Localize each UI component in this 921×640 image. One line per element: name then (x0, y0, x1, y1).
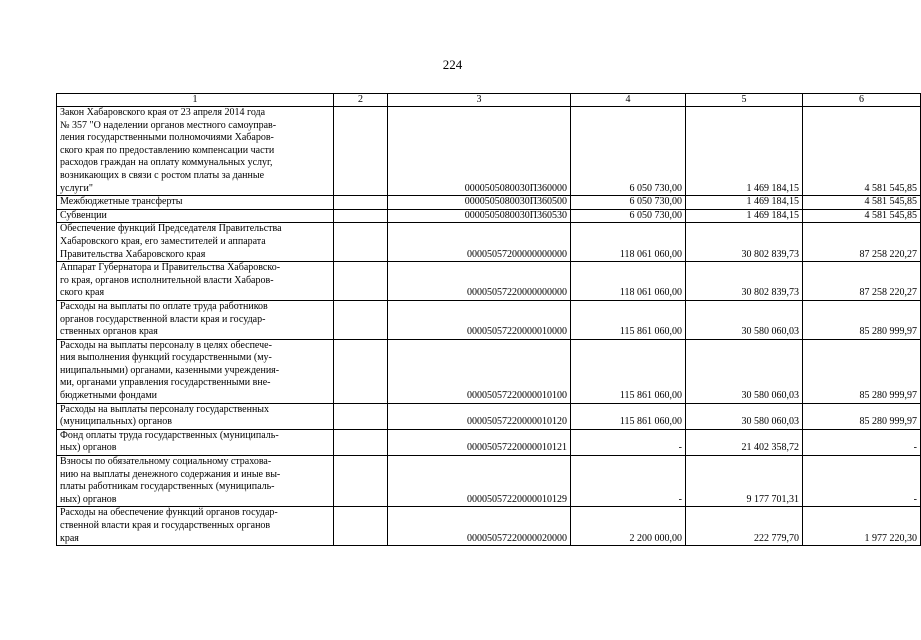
row-column-2 (334, 262, 388, 301)
budget-table (56, 93, 921, 546)
row-column-2 (334, 209, 388, 223)
row-value-5: 30 802 839,73 (686, 262, 803, 301)
row-value-4: 118 061 060,00 (571, 223, 686, 262)
row-value-6: 85 280 999,97 (803, 339, 921, 403)
row-value-4: 6 050 730,00 (571, 107, 686, 196)
row-value-5: 1 469 184,15 (686, 107, 803, 196)
row-column-2 (334, 223, 388, 262)
row-description-text: Расходы на выплаты персоналу в целях обеспече- ния выполнения функций государственными (му- ниципальными) органами, казенными учреждения- ми, органами управления государственными вне- бюджетными фондами (60, 339, 280, 402)
row-code: 00005057220000020000 (388, 507, 571, 546)
row-value-4: 115 861 060,00 (571, 339, 686, 403)
column-header-row (57, 94, 921, 107)
row-value-6: 4 581 545,85 (803, 209, 921, 223)
column-header: 3 (388, 94, 571, 107)
table-row (57, 300, 921, 339)
row-value-5: 1 469 184,15 (686, 196, 803, 210)
row-description (57, 456, 334, 507)
row-description-text: Аппарат Губернатора и Правительства Хабаровско- го края, органов исполнительной власти Хабаров- ского края (60, 262, 281, 299)
row-value-4: 118 061 060,00 (571, 262, 686, 301)
row-description (57, 300, 334, 339)
row-column-2 (334, 107, 388, 196)
table-row (57, 403, 921, 429)
column-header: 6 (803, 94, 921, 107)
row-value-5: 30 580 060,03 (686, 339, 803, 403)
row-code: 00005057220000010121 (388, 429, 571, 455)
row-value-5: 9 177 701,31 (686, 456, 803, 507)
row-description-text: Межбюджетные трансферты (60, 196, 183, 208)
row-value-5: 30 580 060,03 (686, 403, 803, 429)
column-header: 4 (571, 94, 686, 107)
row-value-5: 222 779,70 (686, 507, 803, 546)
table-row (57, 262, 921, 301)
row-value-5: 30 802 839,73 (686, 223, 803, 262)
row-value-4: 6 050 730,00 (571, 196, 686, 210)
row-value-6: - (803, 429, 921, 455)
row-description-text: Расходы на выплаты по оплате труда работников органов государственной власти края и государ- ственных органов края (60, 300, 268, 338)
column-header: 5 (686, 94, 803, 107)
row-description (57, 507, 334, 546)
row-code: 0000505080030П360000 (388, 107, 571, 196)
row-column-2 (334, 429, 388, 455)
row-code: 00005057220000010000 (388, 300, 571, 339)
row-description (57, 339, 334, 403)
table-row (57, 107, 921, 196)
table-row (57, 209, 921, 223)
row-value-4: 6 050 730,00 (571, 209, 686, 223)
row-value-5: 21 402 358,72 (686, 429, 803, 455)
row-description-text: Обеспечение функций Председателя Правительства Хабаровского края, его заместителей и аппарата Правительства Хабаровского края (60, 223, 282, 260)
row-description (57, 209, 334, 223)
row-value-6: - (803, 456, 921, 507)
row-column-2 (334, 300, 388, 339)
row-value-4: 2 200 000,00 (571, 507, 686, 546)
table-row (57, 339, 921, 403)
row-value-5: 1 469 184,15 (686, 209, 803, 223)
row-value-5: 30 580 060,03 (686, 300, 803, 339)
row-description-text: Субвенции (60, 209, 107, 221)
row-value-4: - (571, 429, 686, 455)
row-code: 00005057220000000000 (388, 262, 571, 301)
row-value-4: 115 861 060,00 (571, 403, 686, 429)
row-value-6: 87 258 220,27 (803, 223, 921, 262)
row-description-text: Взносы по обязательному социальному страхова- нию на выплаты денежного содержания и иные вы- платы работникам государственных (муниципаль- ных) органов (60, 456, 281, 505)
row-code: 00005057220000010100 (388, 339, 571, 403)
row-description (57, 196, 334, 210)
row-value-6: 4 581 545,85 (803, 107, 921, 196)
table-row (57, 429, 921, 455)
row-code: 0000505080030П360500 (388, 196, 571, 210)
row-value-6: 1 977 220,30 (803, 507, 921, 546)
row-description (57, 107, 334, 196)
page-number: 224 (442, 57, 463, 72)
row-description (57, 223, 334, 262)
row-description-text: Расходы на обеспечение функций органов государ- ственной власти края и государственных органов края (60, 507, 278, 544)
column-header: 1 (57, 94, 334, 107)
row-column-2 (334, 507, 388, 546)
row-value-4: 115 861 060,00 (571, 300, 686, 339)
row-description (57, 429, 334, 455)
row-value-6: 85 280 999,97 (803, 300, 921, 339)
table-row (57, 196, 921, 210)
column-header: 2 (334, 94, 388, 107)
row-column-2 (334, 456, 388, 507)
row-description-text: Закон Хабаровского края от 23 апреля 2014 года № 357 "О наделении органов местного самоуправ- ления государственными полномочиями Хабаров- ского края по предоставлению компенсации части расходов граждан на оплату коммунальных услуг, возникающих в связи с ростом платы за данные услуги" (60, 107, 277, 194)
table-row (57, 507, 921, 546)
row-code: 00005057220000010129 (388, 456, 571, 507)
row-code: 00005057220000010120 (388, 403, 571, 429)
row-description-text: Расходы на выплаты персоналу государственных (муниципальных) органов (60, 403, 270, 428)
table-row (57, 223, 921, 262)
row-value-6: 4 581 545,85 (803, 196, 921, 210)
row-description-text: Фонд оплаты труда государственных (муниципаль- ных) органов (60, 429, 279, 454)
row-column-2 (334, 339, 388, 403)
row-code: 00005057200000000000 (388, 223, 571, 262)
row-value-6: 87 258 220,27 (803, 262, 921, 301)
row-value-4: - (571, 456, 686, 507)
row-column-2 (334, 403, 388, 429)
row-column-2 (334, 196, 388, 210)
row-description (57, 403, 334, 429)
row-description (57, 262, 334, 301)
table-row (57, 456, 921, 507)
row-code: 0000505080030П360530 (388, 209, 571, 223)
row-value-6: 85 280 999,97 (803, 403, 921, 429)
